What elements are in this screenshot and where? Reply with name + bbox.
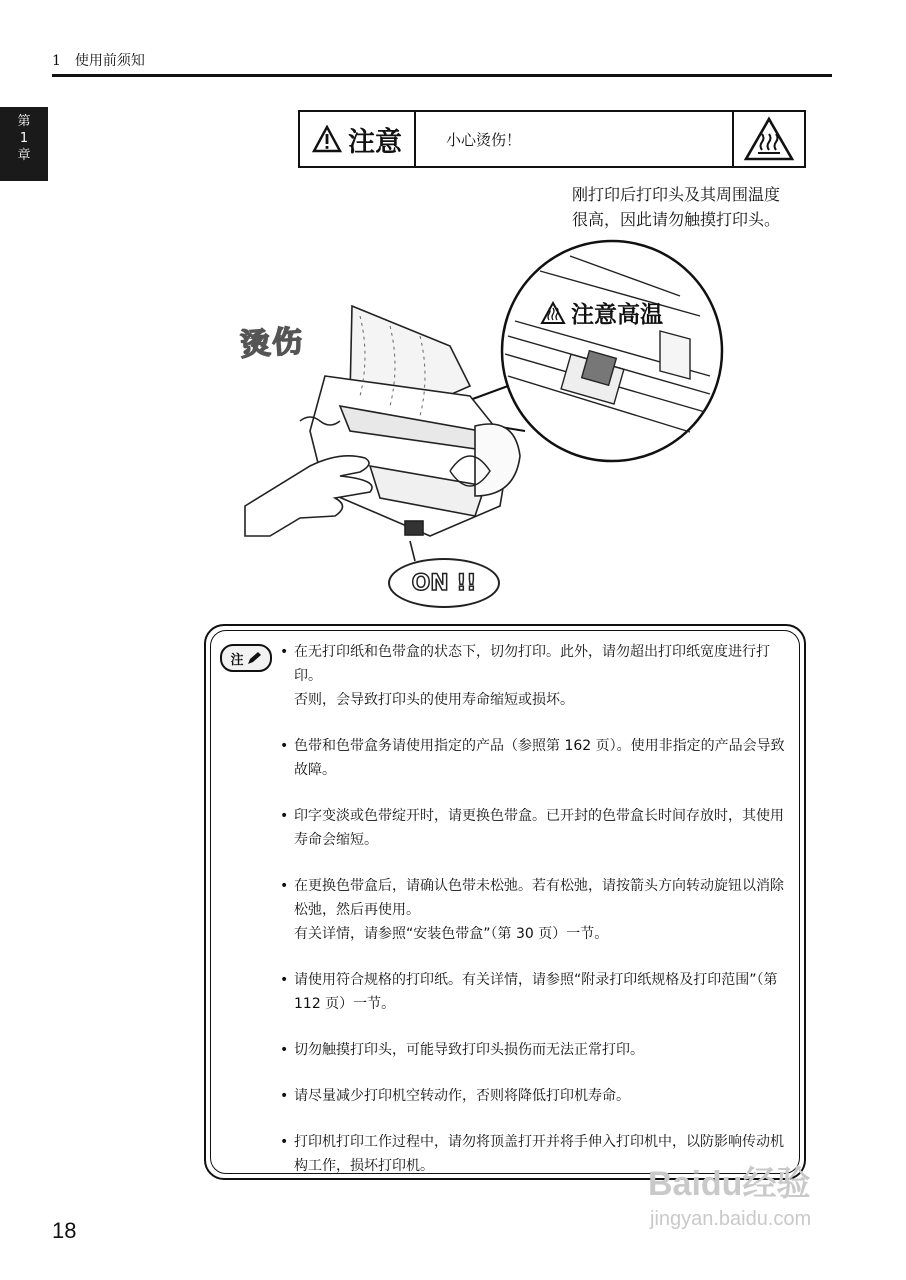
heat-warning-line-2: 很高，因此请勿触摸打印头。 <box>572 210 781 229</box>
note-item-text: 否则，会导致打印头的使用寿命缩短或损坏。 <box>294 692 574 708</box>
note-item-text: 印字变淡或色带绽开时，请更换色带盒。已开封的色带盒长时间存放时，其使用寿命会缩短。 <box>294 808 784 848</box>
note-item: • 请尽量减少打印机空转动作，否则将降低打印机寿命。 <box>280 1084 785 1108</box>
heat-warning-text <box>572 182 780 232</box>
note-item: • 印字变淡或色带绽开时，请更换色带盒。已开封的色带盒长时间存放时，其使用寿命会缩短。 <box>280 804 785 852</box>
high-temp-text: 注意高温 <box>571 302 663 328</box>
note-item: • 色带和色带盒务请使用指定的产品（参照第 162 页）。使用非指定的产品会导致故障。 <box>280 734 785 782</box>
caution-box <box>298 110 806 168</box>
note-item: • 在更换色带盒后，请确认色带未松弛。若有松弛，请按箭头方向转动旋钮以消除松弛，然后再使用。 有关详情，请参照“安装色带盒”（第 30 页）一节。 <box>280 874 785 946</box>
burn-label: 烫伤 <box>239 323 306 364</box>
chapter-tab-line-2: 1 <box>19 131 29 146</box>
note-item: • 在无打印纸和色带盒的状态下，切勿打印。此外，请勿超出打印纸宽度进行打印。 否则，会导致打印头的使用寿命缩短或损坏。 <box>280 640 785 712</box>
warning-triangle-icon <box>312 125 342 153</box>
note-item: • 请使用符合规格的打印纸。有关详情，请参照“附录打印纸规格及打印范围”（第 112 页）一节。 <box>280 968 785 1016</box>
watermark-logo: Baidu经验 <box>648 1165 811 1203</box>
note-item-text: 有关详情，请参照“安装色带盒”（第 30 页）一节。 <box>294 926 609 942</box>
note-item-text: 在无打印纸和色带盒的状态下，切勿打印。此外，请勿超出打印纸宽度进行打印。 <box>294 644 770 684</box>
page-number: 18 <box>52 1218 77 1243</box>
note-badge <box>220 644 272 672</box>
chapter-tab-line-3: 章 <box>17 148 31 163</box>
note-item-text: 色带和色带盒务请使用指定的产品（参照第 162 页）。使用非指定的产品会导致故障。 <box>294 738 785 778</box>
high-temp-label <box>540 296 663 329</box>
pencil-icon <box>246 651 262 665</box>
note-item-text: 切勿触摸打印头，可能导致打印头损伤而无法正常打印。 <box>294 1042 644 1058</box>
heat-warning-line-1: 刚打印后打印头及其周围温度 <box>572 185 781 204</box>
warning-triangle-icon <box>540 301 566 325</box>
hot-surface-icon <box>732 112 804 166</box>
caution-title: 注意 <box>348 126 402 158</box>
note-item-text: 在更换色带盒后，请确认色带未松弛。若有松弛，请按箭头方向转动旋钮以消除松弛，然后再使用。 <box>294 878 784 918</box>
chapter-tab-line-1: 第 <box>17 114 31 129</box>
note-item-text: 请尽量减少打印机空转动作，否则将降低打印机寿命。 <box>294 1088 630 1104</box>
power-on-bubble: ON !! <box>388 558 500 608</box>
note-badge-label: 注 <box>230 652 244 668</box>
note-item-text: 打印机打印工作过程中，请勿将顶盖打开并将手伸入打印机中，以防影响传动机构工作，损坏打印机。 <box>294 1134 784 1174</box>
running-header: 1 使用前须知 <box>52 53 145 69</box>
baidu-watermark <box>628 1156 858 1246</box>
caution-message: 小心烫伤！ <box>446 130 522 149</box>
header-rule <box>52 74 832 77</box>
printer-illustration <box>240 236 730 616</box>
note-item: • 打印机打印工作过程中，请勿将顶盖打开并将手伸入打印机中，以防影响传动机构工作，损坏打印机。 <box>280 1130 785 1178</box>
note-list <box>280 640 785 1200</box>
note-item-text: 请使用符合规格的打印纸。有关详情，请参照“附录打印纸规格及打印范围”（第 112 页）一节。 <box>294 972 778 1012</box>
note-item: • 切勿触摸打印头，可能导致打印头损伤而无法正常打印。 <box>280 1038 785 1062</box>
caution-title-cell <box>300 112 416 166</box>
chapter-tab <box>0 107 48 181</box>
watermark-url: jingyan.baidu.com <box>650 1208 812 1230</box>
